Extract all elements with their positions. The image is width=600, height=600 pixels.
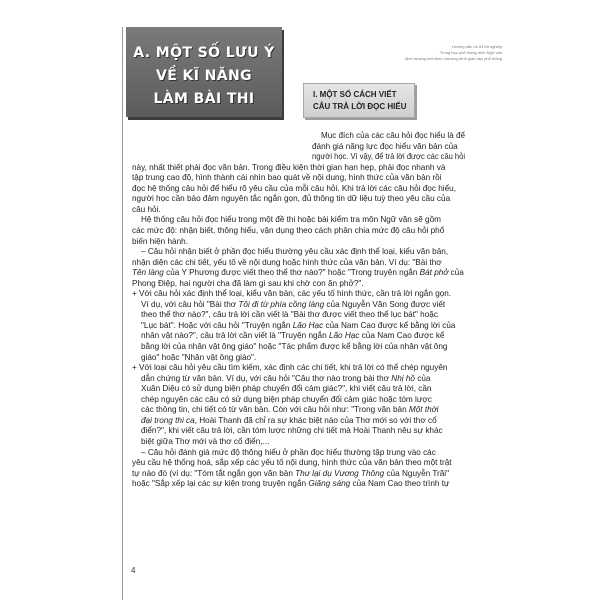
body-line: biến hiện hành. [132,236,188,246]
running-header-line-1: Hướng dẫn ôn thi tốt nghiệp [451,44,502,49]
body-line: dẫn chứng từ văn bản. Ví dụ, với câu hỏi "Câu thơ nào trong bài thơ Nhị hồ của [141,373,431,383]
body-line: Ví dụ, với câu hỏi "Bài thơ Tôi đi từ phía cồng làng của Nguyễn Văn Song được viết [141,299,446,309]
page-number: 4 [131,566,136,575]
body-line: đọc hệ thống câu hỏi để hiểu rõ yêu cầu của mỗi câu hỏi. Khi trả lời các câu hỏi đọc hiểu, [132,183,456,193]
body-line: đại trong thi ca, Hoài Thanh đã chỉ ra sự khác biệt nào của Thơ mới so với thơ cổ [141,415,437,425]
chapter-title-box [126,27,282,117]
body-line: Phong Điệp, hai người cha đã làm gì sau khi chờ con ăn phở?". [132,278,364,288]
body-line: + Với câu hỏi xác định thể loại, kiểu văn bản, các yếu tố hình thức, cần trả lời ngắn gọn. [132,289,452,299]
section-heading-box [303,83,415,118]
body-line: tự nào đó (ví dụ: "Tóm tắt ngắn gọn văn bản Thư lại dụ Vương Thông của Nguyễn Trãi" [132,468,450,478]
body-line: tập trung cao độ, hình thành cái nhìn bao quát về nội dung, hình thức của văn bản rồi [132,173,442,183]
body-line: bằng lời của nhân vật ông giáo" hoặc "Tác phẩm được kể bằng lời của nhân vật ông [141,342,448,351]
body-line: đánh giá năng lực đọc hiểu văn bản của [312,141,458,151]
section-heading-line-1: I. MỘT SỐ CÁCH VIẾT [313,90,397,99]
body-line: Xuân Diệu có sử dụng biện pháp chuyển đổi cảm giác?", khi viết câu trả lời, cần [141,384,432,394]
body-line: hoặc "Sắp xếp lại các sự kiện trong truyện ngắn Giăng sáng của Nam Cao theo trình tự [132,479,450,489]
body-line: chép nguyên các câu có sử dụng biện pháp chuyển đổi cảm giác hoặc tóm lược [141,394,432,404]
body-line: giáo" hoặc "Nhân vật ông giáo". [141,352,257,362]
body-line: người học cần bảo đảm nguyên tắc ngắn gọn, đủ thông tin dữ liệu tuỳ theo yêu cầu của [132,194,451,204]
body-line: biệt giữa Thơ mới và thơ cổ điển,... [141,436,270,446]
running-header-line-2: Trung học phổ thông môn Ngữ văn [439,50,502,55]
body-line: Mục đích của các câu hỏi đọc hiểu là để [321,131,465,140]
body-line: câu hỏi. [132,204,161,214]
body-line: – Câu hỏi nhận biết ở phần đọc hiểu thường yêu cầu xác định thể loại, kiểu văn bản, [141,247,449,257]
body-line: này, nhất thiết phải đọc văn bản. Trong điều kiện thời gian hạn hẹp, phải đọc nhanh và [132,162,446,172]
body-line: theo thể thơ nào?", câu trả lời cần viết là "Bài thơ được viết theo thể lục bát" hoặc [141,310,438,320]
body-line: – Câu hỏi đánh giá mức độ thông hiểu ở phần đọc hiểu thường tập trung vào các [141,447,436,457]
body-line: yêu cầu hệ thống hoá, sắp xếp các yếu tố nội dung, hình thức của văn bản theo một trật [132,458,452,468]
body-line: người học. Vì vậy, để trả lời được các câu hỏi [312,152,465,162]
body-line: + Với loại câu hỏi yêu cầu tìm kiếm, xác định các chi tiết, khi trả lời có thể chép nguyên [132,363,448,373]
left-margin-rule [122,27,123,600]
chapter-title-line-3: LÀM BÀI THI [153,91,255,107]
section-heading-line-2: CÂU TRẢ LỜI ĐỌC HIỂU [313,102,407,111]
chapter-title-line-1: A. MỘT SỐ LƯU Ý [133,45,275,61]
body-line: điển?", khi viết câu trả lời, cần tóm lược những chi tiết mà Hoài Thanh nêu sự khác [141,426,443,436]
body-line: Hệ thống câu hỏi đọc hiểu trong một đề thi hoặc bài kiểm tra môn Ngữ văn sẽ gồm [141,215,441,225]
running-header-line-3: định hướng mới theo chương trình giáo dục phổ thông [405,56,502,61]
body-line: nhân vật nào?", câu trả lời cần viết là "Truyện ngắn Lão Hạc của Nam Cao được kể [141,331,445,341]
chapter-title-line-2: VỀ KĨ NĂNG [156,68,252,84]
body-line: các mức độ: nhận biết, thông hiểu, vận dụng theo cách phân chia mức độ câu hỏi phổ [132,225,445,235]
body-line: "Lục bát". Hoặc với câu hỏi "Truyện ngắn Lão Hạc của Nam Cao được kể bằng lời của [141,320,456,330]
body-line: các thông tin, chi tiết có từ văn bản. Còn với câu hỏi như: "Trong văn bản Một thời [141,405,439,415]
body-line: Tên làng của Y Phương được viết theo thể thơ nào?" hoặc "Trong truyện ngắn Bát phở của [132,268,464,278]
body-line: nhận diện các chi tiết, yếu tố về nội dung hoặc hình thức của văn bản. Ví dụ: "Bài thơ [132,257,442,267]
